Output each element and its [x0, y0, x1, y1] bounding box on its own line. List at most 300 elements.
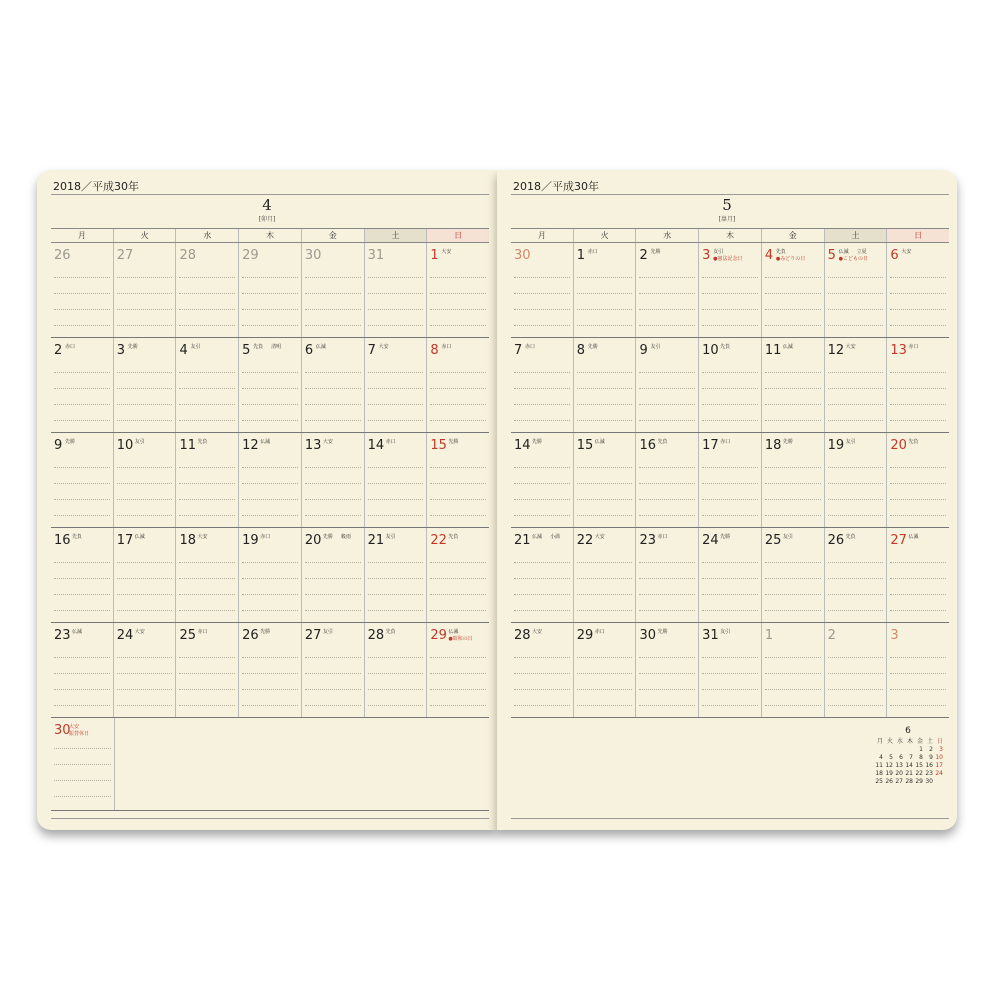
writing-line — [828, 657, 884, 658]
rokuyo: 先負 — [253, 344, 264, 350]
day-cell[interactable] — [573, 338, 636, 432]
day-number: 29 — [430, 628, 447, 643]
mini-calendar-june — [873, 726, 943, 786]
right-page-may — [497, 170, 957, 830]
writing-line — [368, 578, 424, 579]
day-number: 24 — [116, 628, 134, 643]
day-number: 23 — [639, 533, 656, 548]
day-number: 27 — [116, 248, 134, 263]
day-number: 25 — [764, 533, 782, 548]
holiday-label: ●みどりの日 — [775, 256, 806, 262]
weekday-header-cell: 土 — [824, 229, 887, 242]
writing-line — [54, 467, 110, 468]
mini-calendar-day: 11 — [875, 762, 883, 769]
day-cell[interactable] — [113, 243, 176, 337]
weekday-header-cell: 火 — [113, 229, 176, 242]
day-number: 28 — [179, 248, 196, 263]
writing-line — [765, 499, 821, 500]
day-number: 2 — [639, 248, 648, 263]
rokuyo: 仏滅 — [838, 249, 849, 255]
day-number: 22 — [576, 533, 594, 548]
writing-line — [242, 578, 298, 579]
day-cell[interactable] — [824, 433, 887, 527]
writing-line — [577, 325, 633, 326]
day-cell[interactable] — [113, 623, 176, 717]
writing-line — [54, 689, 110, 690]
writing-line — [577, 372, 633, 373]
mini-calendar-day: 22 — [915, 770, 923, 777]
rokuyo: 赤口 — [720, 439, 731, 445]
day-cell[interactable] — [238, 528, 301, 622]
writing-line — [890, 467, 946, 468]
day-cell[interactable] — [573, 243, 636, 337]
day-number: 30 — [639, 628, 656, 643]
day-cell[interactable] — [51, 338, 113, 432]
day-cell[interactable] — [238, 623, 301, 717]
writing-line — [890, 673, 946, 674]
day-cell[interactable] — [635, 623, 698, 717]
day-cell[interactable] — [238, 338, 301, 432]
day-cell[interactable] — [301, 623, 364, 717]
mini-calendar-day: 26 — [885, 778, 893, 785]
day-cell[interactable] — [175, 433, 238, 527]
day-cell[interactable] — [301, 338, 364, 432]
day-cell[interactable] — [511, 433, 573, 527]
mini-calendar-week — [873, 762, 943, 770]
holiday-label: ●こどもの日 — [838, 256, 868, 262]
writing-line — [179, 420, 235, 421]
day-number: 22 — [430, 533, 447, 548]
day-cell[interactable] — [635, 433, 698, 527]
day-cell[interactable] — [824, 243, 887, 337]
writing-line — [765, 325, 821, 326]
writing-line — [577, 467, 633, 468]
writing-line — [242, 705, 298, 706]
day-number: 15 — [430, 438, 447, 453]
writing-line — [514, 499, 570, 500]
mini-calendar-day — [893, 746, 903, 754]
rokuyo: 大安 — [378, 344, 389, 350]
writing-line — [305, 309, 361, 310]
day-cell[interactable] — [824, 528, 887, 622]
writing-line — [117, 657, 173, 658]
rokuyo: 先勝 — [720, 534, 731, 540]
rokuyo: 赤口 — [594, 629, 605, 635]
writing-line — [117, 420, 173, 421]
writing-line — [639, 388, 695, 389]
day-cell[interactable] — [573, 528, 636, 622]
writing-line — [242, 499, 298, 500]
writing-line — [577, 420, 633, 421]
rokuyo: 赤口 — [385, 439, 396, 445]
day-cell[interactable] — [698, 528, 761, 622]
year-label: 2018／平成30年 — [513, 180, 599, 193]
day-cell[interactable] — [175, 623, 238, 717]
rokuyo: 仏滅 — [134, 534, 145, 540]
writing-line — [430, 277, 486, 278]
writing-line — [430, 499, 486, 500]
week-row — [511, 528, 949, 623]
year-rule — [51, 194, 489, 195]
writing-line — [368, 404, 424, 405]
mini-calendar-weekday: 金 — [916, 738, 923, 745]
day-number: 28 — [367, 628, 385, 643]
writing-line — [514, 673, 570, 674]
mini-calendar-day: 17 — [935, 762, 943, 769]
day-cell-30[interactable] — [51, 718, 114, 810]
writing-line — [828, 499, 884, 500]
week-row — [51, 528, 489, 623]
writing-line — [430, 388, 486, 389]
writing-line — [890, 325, 946, 326]
day-cell[interactable] — [301, 243, 364, 337]
day-cell[interactable] — [886, 243, 949, 337]
writing-line — [305, 689, 361, 690]
week-row — [51, 623, 489, 718]
solar-term: 小満 — [550, 534, 561, 540]
writing-line — [305, 467, 361, 468]
writing-line — [368, 610, 424, 611]
day-cell[interactable] — [364, 433, 427, 527]
mini-calendar-week — [873, 754, 943, 762]
bottom-rule — [51, 818, 489, 819]
writing-line — [117, 404, 173, 405]
writing-line — [828, 515, 884, 516]
mini-calendar-day: 21 — [905, 770, 913, 777]
week-row — [511, 243, 949, 338]
weekday-header-cell: 月 — [537, 231, 546, 240]
weeks — [51, 243, 489, 718]
writing-line — [305, 483, 361, 484]
writing-line — [890, 705, 946, 706]
day-cell[interactable] — [426, 528, 489, 622]
day-number: 9 — [639, 343, 648, 358]
day-cell[interactable] — [698, 623, 761, 717]
weeks — [511, 243, 949, 718]
writing-line — [639, 578, 695, 579]
mini-calendar-day: 15 — [915, 762, 923, 769]
writing-line — [117, 578, 173, 579]
writing-line — [828, 578, 884, 579]
writing-line — [702, 420, 758, 421]
day-number: 15 — [576, 438, 594, 453]
day-number: 16 — [54, 533, 71, 548]
day-cell[interactable] — [51, 528, 113, 622]
writing-line — [639, 657, 695, 658]
writing-line — [430, 372, 486, 373]
day-number: 18 — [179, 533, 196, 548]
writing-line — [828, 277, 884, 278]
day-cell[interactable] — [886, 623, 949, 717]
weekday-header-cell: 水 — [175, 229, 238, 242]
writing-line — [890, 657, 946, 658]
writing-line — [242, 420, 298, 421]
day-cell[interactable] — [238, 243, 301, 337]
day-cell[interactable] — [175, 243, 238, 337]
rokuyo: 先負 — [720, 344, 731, 350]
mini-calendar-day — [933, 778, 943, 786]
writing-line — [702, 657, 758, 658]
writing-line — [702, 499, 758, 500]
day-number: 3 — [116, 343, 125, 358]
writing-line — [305, 594, 361, 595]
day-cell[interactable] — [175, 528, 238, 622]
writing-line — [828, 705, 884, 706]
writing-line — [514, 515, 570, 516]
day-cell[interactable] — [635, 528, 698, 622]
day-number: 12 — [827, 343, 845, 358]
day-cell[interactable] — [426, 338, 489, 432]
day-number: 24 — [702, 533, 719, 548]
writing-line — [514, 610, 570, 611]
rokuyo: 先勝 — [657, 629, 668, 635]
rokuyo: 先勝 — [127, 344, 138, 350]
day-cell[interactable] — [635, 243, 698, 337]
writing-line — [577, 515, 633, 516]
day-number: 31 — [367, 248, 385, 263]
writing-line — [54, 404, 110, 405]
mini-calendar-day — [883, 746, 893, 754]
writing-line — [242, 594, 298, 595]
writing-line — [117, 689, 173, 690]
mini-calendar-month: 6 — [905, 726, 911, 736]
day-cell[interactable] — [761, 623, 824, 717]
writing-line — [577, 293, 633, 294]
writing-line — [890, 388, 946, 389]
day-cell[interactable] — [761, 243, 824, 337]
day-cell[interactable] — [511, 243, 573, 337]
day-cell[interactable] — [113, 433, 176, 527]
day-cell[interactable] — [51, 243, 113, 337]
mini-calendar-day: 12 — [885, 762, 893, 769]
writing-line — [890, 515, 946, 516]
writing-line — [514, 404, 570, 405]
writing-line — [430, 705, 486, 706]
month-number: 5 — [722, 196, 732, 214]
writing-line — [639, 705, 695, 706]
day-number: 14 — [367, 438, 385, 453]
writing-line — [514, 483, 570, 484]
day-number: 12 — [242, 438, 259, 453]
mini-calendar-day: 4 — [879, 754, 883, 761]
writing-line — [242, 562, 298, 563]
writing-line — [430, 689, 486, 690]
day-cell[interactable] — [511, 528, 573, 622]
solar-term: 穀雨 — [340, 534, 351, 540]
rokuyo: 大安 — [197, 534, 208, 540]
day-cell[interactable] — [426, 243, 489, 337]
writing-line — [702, 325, 758, 326]
writing-line — [577, 578, 633, 579]
rokuyo: 先勝 — [260, 629, 271, 635]
week-row — [511, 623, 949, 718]
day-number: 17 — [116, 533, 134, 548]
writing-line — [765, 705, 821, 706]
rokuyo: 大安 — [441, 249, 452, 255]
mini-calendar-day: 28 — [905, 778, 913, 785]
writing-line — [117, 705, 173, 706]
writing-line — [702, 372, 758, 373]
writing-line — [54, 372, 110, 373]
writing-line — [179, 404, 235, 405]
memo-area[interactable] — [114, 718, 489, 810]
day-cell[interactable] — [886, 528, 949, 622]
rokuyo: 赤口 — [587, 249, 598, 255]
weekday-header-cell: 金 — [761, 229, 824, 242]
writing-line — [765, 420, 821, 421]
rokuyo: 友引 — [782, 534, 793, 540]
writing-line — [702, 562, 758, 563]
writing-line — [54, 673, 110, 674]
writing-line — [242, 404, 298, 405]
weekday-header-cell: 金 — [301, 229, 364, 242]
writing-line — [368, 705, 424, 706]
writing-line — [577, 657, 633, 658]
writing-line — [765, 562, 821, 563]
writing-line — [639, 483, 695, 484]
writing-line — [639, 689, 695, 690]
rokuyo: 赤口 — [260, 534, 271, 540]
writing-line — [305, 562, 361, 563]
rokuyo: 赤口 — [65, 344, 76, 350]
day-cell[interactable] — [573, 623, 636, 717]
day-cell[interactable] — [113, 528, 176, 622]
holiday-label: 振替休日 — [69, 731, 90, 737]
writing-line — [702, 515, 758, 516]
writing-line — [305, 372, 361, 373]
writing-line — [639, 309, 695, 310]
writing-line — [179, 309, 235, 310]
year-label: 2018／平成30年 — [53, 180, 139, 193]
writing-line — [430, 562, 486, 563]
writing-line — [368, 420, 424, 421]
writing-line — [117, 483, 173, 484]
day-cell[interactable] — [364, 528, 427, 622]
writing-line — [430, 404, 486, 405]
day-cell[interactable] — [698, 243, 761, 337]
writing-line — [828, 562, 884, 563]
writing-line — [117, 277, 173, 278]
writing-line — [639, 562, 695, 563]
writing-line — [430, 483, 486, 484]
writing-line — [514, 372, 570, 373]
writing-line — [54, 293, 110, 294]
writing-line — [765, 689, 821, 690]
day-cell[interactable] — [635, 338, 698, 432]
day-cell[interactable] — [761, 433, 824, 527]
writing-line — [179, 578, 235, 579]
mini-calendar-day: 2 — [929, 746, 933, 753]
day-cell[interactable] — [886, 433, 949, 527]
day-cell[interactable] — [364, 243, 427, 337]
writing-line — [430, 657, 486, 658]
writing-line — [514, 562, 570, 563]
day-number: 26 — [827, 533, 845, 548]
week-row — [511, 433, 949, 528]
day-cell[interactable] — [511, 623, 573, 717]
day-cell[interactable] — [364, 338, 427, 432]
day-number: 30 — [54, 723, 71, 738]
weekday-header — [51, 228, 489, 243]
writing-line — [765, 673, 821, 674]
mini-calendar-day: 3 — [939, 746, 943, 753]
day-cell[interactable] — [364, 623, 427, 717]
writing-line — [639, 420, 695, 421]
writing-line — [368, 562, 424, 563]
writing-line — [828, 372, 884, 373]
writing-line — [242, 388, 298, 389]
rokuyo: 先負 — [775, 249, 786, 255]
rokuyo: 先勝 — [322, 534, 333, 540]
writing-line — [514, 689, 570, 690]
mini-calendar-day: 8 — [919, 754, 923, 761]
day-cell[interactable] — [573, 433, 636, 527]
day-cell[interactable] — [761, 528, 824, 622]
day-cell[interactable] — [698, 433, 761, 527]
writing-line — [117, 467, 173, 468]
month-old-name: [卯月] — [258, 216, 276, 223]
day-cell[interactable] — [761, 338, 824, 432]
day-cell[interactable] — [824, 338, 887, 432]
day-cell[interactable] — [238, 433, 301, 527]
writing-line — [54, 388, 110, 389]
writing-line — [577, 309, 633, 310]
writing-line — [514, 388, 570, 389]
day-number: 3 — [890, 628, 899, 643]
rokuyo: 友引 — [322, 629, 333, 635]
day-cell[interactable] — [426, 433, 489, 527]
holiday-label: ●憲法記念日 — [713, 256, 743, 262]
day-number: 1 — [764, 628, 774, 643]
writing-line — [514, 325, 570, 326]
day-number: 8 — [576, 343, 585, 358]
solar-term: 清明 — [271, 344, 282, 350]
writing-line — [702, 610, 758, 611]
writing-line — [639, 372, 695, 373]
day-number: 18 — [764, 438, 782, 453]
writing-line — [179, 277, 235, 278]
extra-row — [51, 718, 489, 811]
writing-line — [368, 594, 424, 595]
day-cell[interactable] — [824, 623, 887, 717]
writing-line — [702, 483, 758, 484]
writing-line — [430, 578, 486, 579]
day-cell[interactable] — [51, 623, 113, 717]
writing-line — [117, 388, 173, 389]
day-cell[interactable] — [175, 338, 238, 432]
writing-line — [890, 372, 946, 373]
weekday-header-cell: 日 — [426, 229, 489, 242]
writing-line — [514, 309, 570, 310]
rokuyo: 先負 — [908, 439, 919, 445]
writing-line — [514, 657, 570, 658]
day-number: 26 — [242, 628, 259, 643]
day-cell[interactable] — [51, 433, 113, 527]
day-cell[interactable] — [511, 338, 573, 432]
writing-line — [430, 325, 486, 326]
rokuyo: 赤口 — [657, 534, 668, 540]
rokuyo: 友引 — [720, 629, 731, 635]
day-cell[interactable] — [113, 338, 176, 432]
writing-line — [117, 594, 173, 595]
day-cell[interactable] — [301, 528, 364, 622]
day-cell[interactable] — [698, 338, 761, 432]
rokuyo: 仏滅 — [448, 629, 459, 635]
day-cell[interactable] — [301, 433, 364, 527]
day-cell[interactable] — [426, 623, 489, 717]
mini-calendar-weekday: 木 — [906, 738, 913, 745]
day-cell[interactable] — [886, 338, 949, 432]
